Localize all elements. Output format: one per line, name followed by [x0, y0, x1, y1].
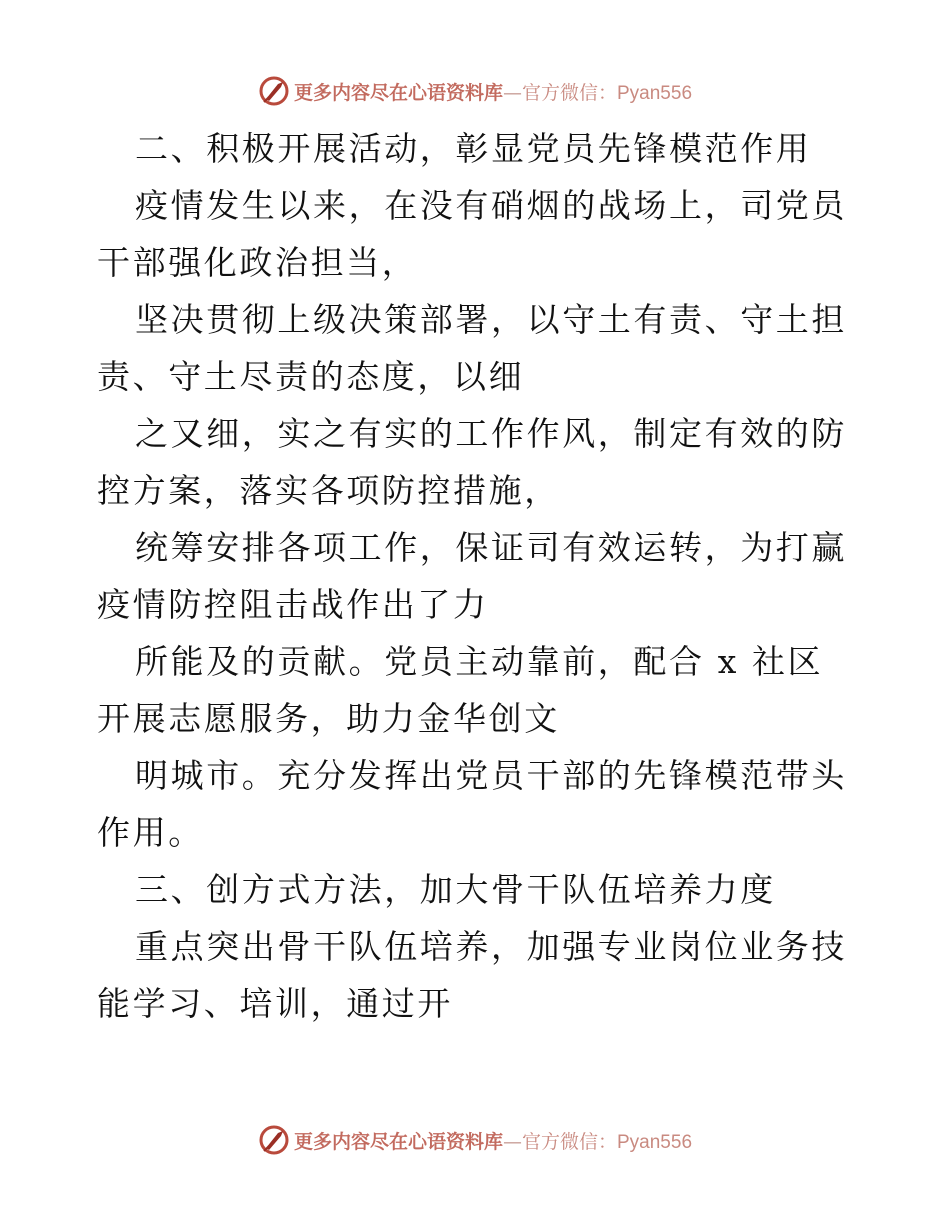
body-paragraph: 所能及的贡献。党员主动靠前，配合 x 社区开展志愿服务，助力金华创文: [97, 642, 824, 738]
watermark-wechat-id: Pyan556: [617, 82, 693, 104]
header-watermark: [0, 71, 950, 111]
watermark-wechat-label: 官方微信：: [521, 1130, 617, 1153]
document-body: [97, 120, 857, 1032]
body-paragraph: 之又细，实之有实的工作作风，制定有效的防控方案，落实各项防控措施，: [97, 414, 847, 510]
body-paragraph: 明城市。充分发挥出党员干部的先锋模范带头作用。: [97, 756, 847, 852]
watermark-separator: —: [502, 1130, 522, 1153]
body-paragraph: 坚决贯彻上级决策部署，以守土有责、守土担责、守土尽责的态度，以细: [97, 300, 847, 396]
watermark-wechat-label: 官方微信：: [521, 81, 617, 104]
footer-watermark: [0, 1120, 950, 1160]
section-heading: 二、积极开展活动，彰显党员先锋模范作用: [135, 129, 812, 168]
body-paragraph: 疫情发生以来，在没有硝烟的战场上，司党员干部强化政治担当，: [97, 186, 847, 282]
watermark-main-text: 更多内容尽在心语资料库: [293, 1130, 503, 1153]
section-heading: 三、创方式方法，加大骨干队伍培养力度: [135, 870, 776, 909]
body-paragraph: 重点突出骨干队伍培养，加强专业岗位业务技能学习、培训，通过开: [97, 927, 847, 1023]
red-circle-quill-logo-icon: [258, 75, 290, 107]
watermark-wechat-id: Pyan556: [617, 1131, 693, 1153]
red-circle-quill-logo-icon: [258, 1124, 290, 1156]
body-paragraph: 统筹安排各项工作，保证司有效运转，为打赢疫情防控阻击战作出了力: [97, 528, 847, 624]
watermark-main-text: 更多内容尽在心语资料库: [293, 81, 503, 104]
watermark-separator: —: [502, 81, 522, 104]
